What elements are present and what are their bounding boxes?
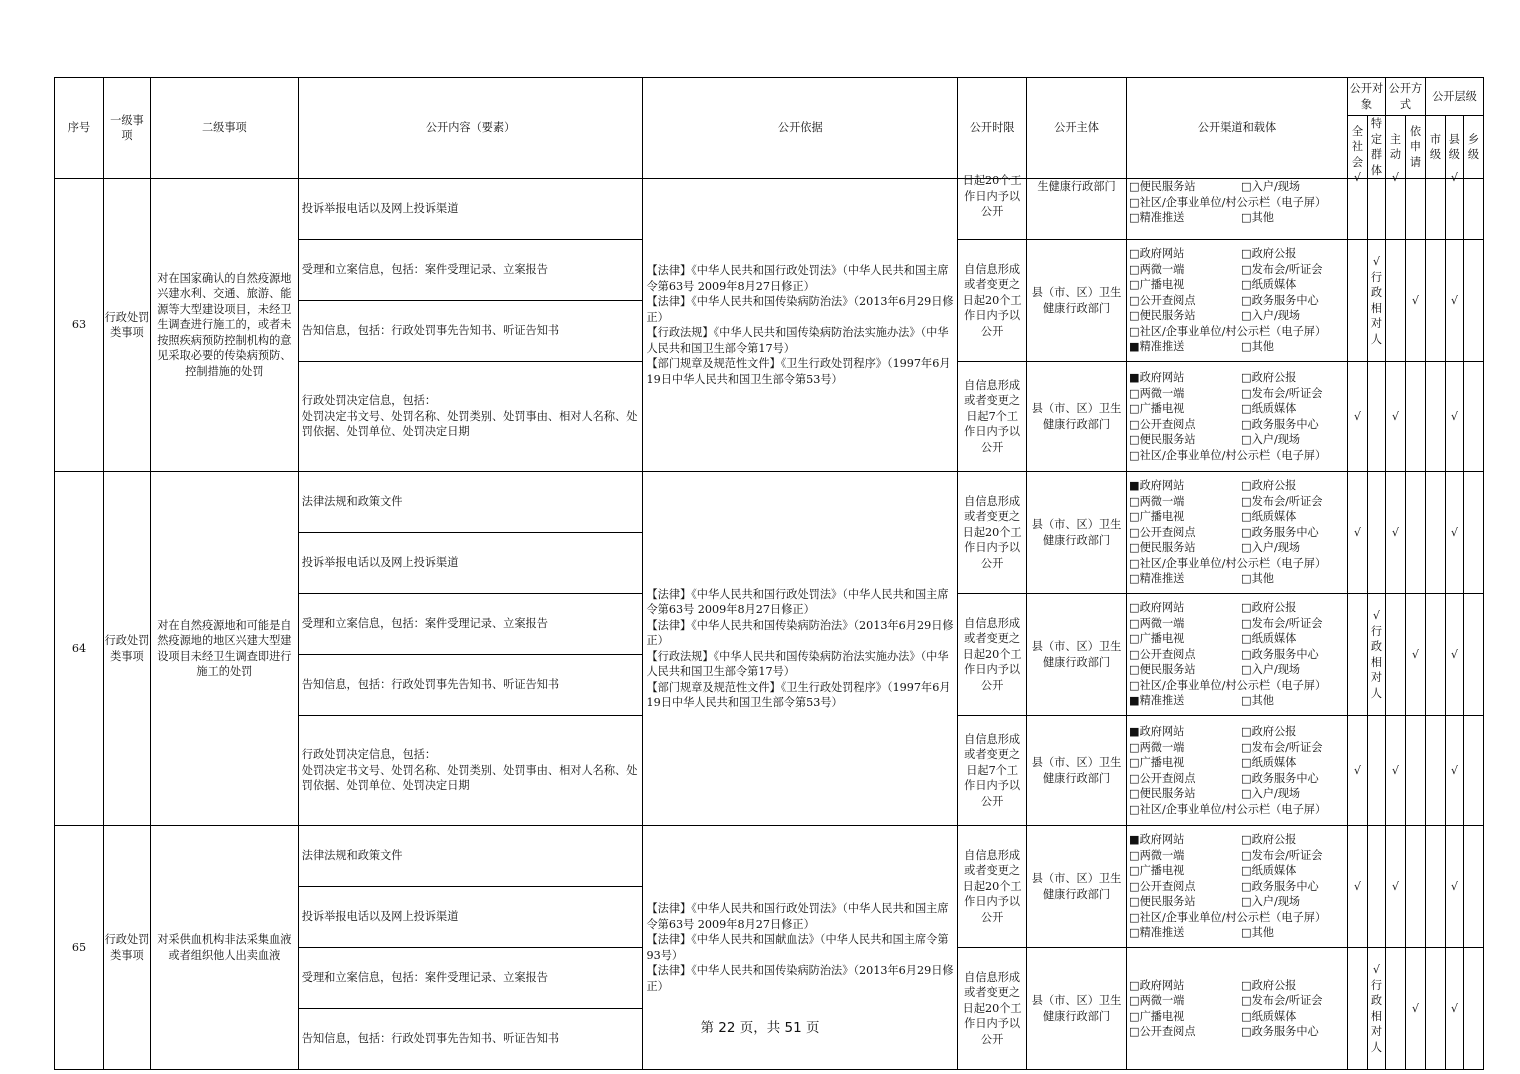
empty-cell (1463, 362, 1483, 472)
time-limit: 自信息形成或者变更之日起7个工作日内予以公开 (958, 716, 1027, 826)
channel-community: □社区/企事业单位/村公示栏（电子屏） (1129, 195, 1327, 209)
channel-two-micro: □两微一端 (1129, 616, 1185, 630)
time-limit: 自信息形成或者变更之日起7个工作日内予以公开 (958, 362, 1027, 472)
channel-gazette: □政府公报 (1241, 833, 1297, 847)
table-row (55, 472, 1484, 533)
channel-community: □社区/企事业单位/村公示栏（电子屏） (1129, 678, 1327, 692)
time-limit (958, 174, 1027, 240)
content-laws: 法律法规和政策文件 (298, 826, 643, 887)
channel-gov-site: ■政府网站 (1129, 371, 1185, 384)
item-no: 65 (55, 826, 104, 1070)
empty-cell (1463, 594, 1483, 716)
channel-gazette: □政府公报 (1241, 247, 1297, 261)
check-proactive: √ (1385, 826, 1405, 948)
channel-gov-site: □政府网站 (1129, 601, 1185, 615)
subject: 县（市、区）卫生健康行政部门 (1027, 472, 1127, 594)
channel-other: □其他 (1241, 926, 1274, 940)
header-object: 公开对象 (1347, 78, 1385, 116)
channel-press: □发布会/听证会 (1241, 994, 1323, 1007)
channel-cell (1127, 716, 1348, 826)
empty-cell (1463, 240, 1483, 362)
check-on-request: √ (1405, 948, 1425, 1070)
channel-list (1129, 179, 1345, 226)
empty-cell (1425, 362, 1445, 472)
item-no: 63 (55, 179, 104, 472)
channel-cell (1127, 472, 1348, 594)
header-method: 公开方式 (1385, 78, 1425, 116)
channel-reading: □公开查阅点 (1129, 1025, 1196, 1038)
channel-press: □发布会/听证会 (1241, 740, 1323, 754)
channel-convenience: □便民服务站 (1129, 433, 1196, 446)
channel-two-micro: □两微一端 (1129, 994, 1185, 1007)
header-tier: 公开层级 (1425, 78, 1483, 116)
content-notice: 告知信息，包括：行政处罚事先告知书、听证告知书 (298, 655, 643, 716)
channel-gazette: □政府公报 (1241, 601, 1297, 615)
channel-reading: □公开查阅点 (1129, 525, 1196, 539)
header-on-request: 依申请 (1405, 116, 1425, 179)
time-limit: 自信息形成或者变更之日起20个工作日内予以公开 (958, 594, 1027, 716)
time-limit: 自信息形成或者变更之日起20个工作日内予以公开 (958, 948, 1027, 1070)
channel-other: □其他 (1241, 211, 1274, 224)
item-basis: 【法律】《中华人民共和国行政处罚法》（中华人民共和国主席令第63号 2009年8月27日修正） 【法律】《中华人民共和国献血法》（中华人民共和国主席令第93号） 【法律】《中华人民共和国传染病防治法》（2013年6月29日修正） (643, 826, 958, 1070)
check-whole-society: √ (1347, 716, 1367, 826)
channel-paper: □纸质媒体 (1241, 756, 1297, 769)
channel-two-micro: □两微一端 (1129, 848, 1185, 862)
channel-cell (1127, 240, 1348, 362)
content-decision: 行政处罚决定信息，包括： 处罚决定书文号、处罚名称、处罚类别、处罚事由、相对人名称、处罚依据、处罚单位、处罚决定日期 (298, 362, 643, 472)
channel-service-center: □政务服务中心 (1241, 525, 1319, 539)
header-subject: 公开主体 (1027, 78, 1127, 179)
channel-convenience: □便民服务站 (1129, 895, 1196, 909)
disclosure-table (54, 77, 1484, 1070)
check-proactive: √ (1385, 179, 1405, 240)
empty-cell (1425, 716, 1445, 826)
empty-cell (1347, 594, 1367, 716)
channel-list (1129, 832, 1345, 941)
empty-cell (1405, 179, 1425, 240)
empty-cell (1425, 594, 1445, 716)
header-content: 公开内容（要素） (298, 78, 643, 179)
check-county: √ (1445, 716, 1463, 826)
content-complaint: 投诉举报电话以及网上投诉渠道 (298, 887, 643, 948)
channel-paper: □纸质媒体 (1241, 632, 1297, 646)
empty-cell (1425, 472, 1445, 594)
channel-list (1129, 724, 1345, 817)
check-proactive: √ (1385, 472, 1405, 594)
channel-press: □发布会/听证会 (1241, 386, 1323, 400)
header-proactive: 主动 (1385, 116, 1405, 179)
channel-gazette: □政府公报 (1241, 725, 1297, 738)
header-specific-group: 特定群体 (1367, 116, 1385, 179)
content-case: 受理和立案信息，包括：案件受理记录、立案报告 (298, 948, 643, 1009)
subject: 生健康行政部门 (1027, 179, 1127, 240)
channel-paper: □纸质媒体 (1241, 278, 1297, 292)
content-case: 受理和立案信息，包括：案件受理记录、立案报告 (298, 240, 643, 301)
check-specific-group: √行政相对人 (1367, 948, 1385, 1070)
channel-list (1129, 478, 1345, 587)
channel-two-micro: □两微一端 (1129, 386, 1185, 400)
channel-community: □社区/企事业单位/村公示栏（电子屏） (1129, 910, 1327, 924)
content-laws: 法律法规和政策文件 (298, 472, 643, 533)
header-row-top (55, 78, 1484, 116)
check-specific-group: √行政相对人 (1367, 594, 1385, 716)
channel-door: □入户/现场 (1241, 433, 1301, 446)
time-limit: 自信息形成或者变更之日起20个工作日内予以公开 (958, 472, 1027, 594)
empty-cell (1425, 179, 1445, 240)
header-county: 县级 (1445, 116, 1463, 179)
channel-door: □入户/现场 (1241, 895, 1301, 909)
channel-press: □发布会/听证会 (1241, 848, 1323, 862)
empty-cell (1405, 362, 1425, 472)
channel-service-center: □政务服务中心 (1241, 417, 1319, 431)
item-category: 行政处罚类事项 (103, 826, 150, 1070)
content-decision: 行政处罚决定信息，包括： 处罚决定书文号、处罚名称、处罚类别、处罚事由、相对人名称、处罚依据、处罚单位、处罚决定日期 (298, 716, 643, 826)
channel-reading: □公开查阅点 (1129, 879, 1196, 893)
empty-cell (1385, 240, 1405, 362)
channel-cell (1127, 826, 1348, 948)
channel-door: □入户/现场 (1241, 180, 1301, 193)
channel-gov-site: ■政府网站 (1129, 479, 1185, 493)
channel-cell (1127, 362, 1348, 472)
check-county: √ (1445, 594, 1463, 716)
channel-press: □发布会/听证会 (1241, 616, 1323, 630)
check-whole-society: √ (1347, 826, 1367, 948)
header-seq: 序号 (55, 78, 104, 179)
channel-gazette: □政府公报 (1241, 978, 1297, 992)
check-county: √ (1445, 472, 1463, 594)
channel-list (1129, 370, 1345, 463)
channel-other: □其他 (1241, 694, 1274, 708)
subject: 县（市、区）卫生健康行政部门 (1027, 948, 1127, 1070)
channel-two-micro: □两微一端 (1129, 262, 1185, 276)
time-limit-text: 日起20个工作日内予以公开 (962, 174, 1022, 218)
empty-cell (1385, 948, 1405, 1070)
channel-two-micro: □两微一端 (1129, 740, 1185, 754)
channel-radio-tv: □广播电视 (1129, 402, 1185, 415)
channel-door: □入户/现场 (1241, 663, 1301, 677)
channel-precise: □精准推送 (1129, 572, 1185, 586)
check-specific-group: √行政相对人 (1367, 240, 1385, 362)
channel-convenience: □便民服务站 (1129, 180, 1196, 193)
empty-cell (1463, 179, 1483, 240)
header-timelimit: 公开时限 (958, 78, 1027, 179)
channel-paper: □纸质媒体 (1241, 1009, 1297, 1023)
channel-list (1129, 246, 1345, 355)
channel-precise: ■精准推送 (1129, 340, 1185, 354)
channel-convenience: □便民服务站 (1129, 663, 1196, 677)
channel-community: □社区/企事业单位/村公示栏（电子屏） (1129, 556, 1327, 570)
channel-radio-tv: □广播电视 (1129, 864, 1185, 878)
item-name: 对在国家确认的自然疫源地兴建水利、交通、旅游、能源等大型建设项目，未经卫生调查进行施工的，或者未按照疾病预防控制机构的意见采取必要的传染病预防、控制措施的处罚 (150, 179, 298, 472)
channel-community: □社区/企事业单位/村公示栏（电子屏） (1129, 448, 1327, 462)
subject: 县（市、区）卫生健康行政部门 (1027, 716, 1127, 826)
subject: 县（市、区）卫生健康行政部门 (1027, 826, 1127, 948)
channel-other: □其他 (1241, 340, 1274, 354)
channel-precise: □精准推送 (1129, 926, 1185, 940)
header-channel: 公开渠道和载体 (1127, 78, 1348, 179)
content-complaint: 投诉举报电话以及网上投诉渠道 (298, 533, 643, 594)
empty-cell (1347, 240, 1367, 362)
empty-cell (1425, 240, 1445, 362)
channel-gazette: □政府公报 (1241, 479, 1297, 493)
item-category: 行政处罚类事项 (103, 179, 150, 472)
channel-precise: ■精准推送 (1129, 694, 1185, 708)
empty-cell (1347, 948, 1367, 1070)
item-no: 64 (55, 472, 104, 826)
subject: 县（市、区）卫生健康行政部门 (1027, 362, 1127, 472)
channel-service-center: □政务服务中心 (1241, 771, 1319, 785)
channel-gov-site: □政府网站 (1129, 247, 1185, 261)
empty-cell (1463, 948, 1483, 1070)
header-city: 市级 (1425, 116, 1445, 179)
header-level1: 一级事项 (103, 78, 150, 179)
empty-cell (1463, 716, 1483, 826)
channel-radio-tv: □广播电视 (1129, 510, 1185, 524)
channel-cell (1127, 179, 1348, 240)
empty-cell (1425, 948, 1445, 1070)
check-county: √ (1445, 362, 1463, 472)
channel-press: □发布会/听证会 (1241, 494, 1323, 508)
content-notice: 告知信息，包括：行政处罚事先告知书、听证告知书 (298, 301, 643, 362)
channel-reading: □公开查阅点 (1129, 417, 1196, 431)
empty-cell (1405, 472, 1425, 594)
time-limit: 自信息形成或者变更之日起20个工作日内予以公开 (958, 826, 1027, 948)
channel-reading: □公开查阅点 (1129, 647, 1196, 661)
empty-cell (1367, 472, 1385, 594)
channel-press: □发布会/听证会 (1241, 262, 1323, 276)
check-proactive: √ (1385, 362, 1405, 472)
channel-service-center: □政务服务中心 (1241, 647, 1319, 661)
content-complaint: 投诉举报电话以及网上投诉渠道 (298, 179, 643, 240)
empty-cell (1463, 472, 1483, 594)
channel-convenience: □便民服务站 (1129, 541, 1196, 555)
header-township: 乡级 (1463, 116, 1483, 179)
channel-two-micro: □两微一端 (1129, 494, 1185, 508)
item-category: 行政处罚类事项 (103, 472, 150, 826)
channel-cell (1127, 594, 1348, 716)
channel-other: □其他 (1241, 572, 1274, 586)
channel-radio-tv: □广播电视 (1129, 756, 1185, 769)
channel-community: □社区/企事业单位/村公示栏（电子屏） (1129, 802, 1327, 816)
channel-radio-tv: □广播电视 (1129, 278, 1185, 292)
empty-cell (1367, 362, 1385, 472)
header-whole-society: 全社会 (1347, 116, 1367, 179)
check-county: √ (1445, 240, 1463, 362)
channel-convenience: □便民服务站 (1129, 309, 1196, 323)
channel-gov-site: ■政府网站 (1129, 833, 1185, 847)
channel-paper: □纸质媒体 (1241, 864, 1297, 878)
subject: 县（市、区）卫生健康行政部门 (1027, 594, 1127, 716)
channel-precise: □精准推送 (1129, 211, 1185, 224)
channel-paper: □纸质媒体 (1241, 402, 1297, 415)
empty-cell (1425, 826, 1445, 948)
table-row (55, 179, 1484, 240)
empty-cell (1405, 826, 1425, 948)
item-name: 对在自然疫源地和可能是自然疫源地的地区兴建大型建设项目未经卫生调查即进行施工的处罚 (150, 472, 298, 826)
check-whole-society: √ (1347, 179, 1367, 240)
table-row (55, 826, 1484, 887)
check-on-request: √ (1405, 240, 1425, 362)
channel-service-center: □政务服务中心 (1241, 293, 1319, 307)
channel-convenience: □便民服务站 (1129, 787, 1196, 800)
channel-service-center: □政务服务中心 (1241, 879, 1319, 893)
subject: 县（市、区）卫生健康行政部门 (1027, 240, 1127, 362)
check-whole-society: √ (1347, 362, 1367, 472)
check-on-request: √ (1405, 594, 1425, 716)
channel-list (1129, 600, 1345, 709)
header-level2: 二级事项 (150, 78, 298, 179)
channel-door: □入户/现场 (1241, 309, 1301, 323)
item-basis: 【法律】《中华人民共和国行政处罚法》（中华人民共和国主席令第63号 2009年8月27日修正） 【法律】《中华人民共和国传染病防治法》（2013年6月29日修正） 【行政法规】《中华人民共和国传染病防治法实施办法》（中华人民共和国卫生部令第17号） 【部门规章及规范性文件】《卫生行政处罚程序》（1997年6月19日中华人民共和国卫生部令第53号） (643, 472, 958, 826)
empty-cell (1367, 826, 1385, 948)
channel-radio-tv: □广播电视 (1129, 1009, 1185, 1023)
channel-cell (1127, 948, 1348, 1070)
channel-door: □入户/现场 (1241, 787, 1301, 800)
item-basis: 【法律】《中华人民共和国行政处罚法》（中华人民共和国主席令第63号 2009年8月27日修正） 【法律】《中华人民共和国传染病防治法》（2013年6月29日修正） 【行政法规】《中华人民共和国传染病防治法实施办法》（中华人民共和国卫生部令第17号） 【部门规章及规范性文件】《卫生行政处罚程序》（1997年6月19日中华人民共和国卫生部令第53号） (643, 179, 958, 472)
check-county: √ (1445, 179, 1463, 240)
empty-cell (1463, 826, 1483, 948)
page-footer: 第 22 页，共 51 页 (700, 1020, 820, 1036)
header-basis: 公开依据 (643, 78, 958, 179)
content-notice: 告知信息，包括：行政处罚事先告知书、听证告知书 (298, 1009, 643, 1070)
channel-paper: □纸质媒体 (1241, 510, 1297, 524)
time-limit: 自信息形成或者变更之日起20个工作日内予以公开 (958, 240, 1027, 362)
channel-reading: □公开查阅点 (1129, 771, 1196, 785)
channel-gazette: □政府公报 (1241, 371, 1297, 384)
channel-reading: □公开查阅点 (1129, 293, 1196, 307)
empty-cell (1367, 179, 1385, 240)
empty-cell (1405, 716, 1425, 826)
check-county: √ (1445, 948, 1463, 1070)
content-case: 受理和立案信息，包括：案件受理记录、立案报告 (298, 594, 643, 655)
check-county: √ (1445, 826, 1463, 948)
item-name: 对采供血机构非法采集血液或者组织他人出卖血液 (150, 826, 298, 1070)
channel-gov-site: ■政府网站 (1129, 725, 1185, 738)
empty-cell (1385, 594, 1405, 716)
channel-gov-site: □政府网站 (1129, 978, 1185, 992)
channel-door: □入户/现场 (1241, 541, 1301, 555)
check-proactive: √ (1385, 716, 1405, 826)
channel-service-center: □政务服务中心 (1241, 1025, 1319, 1038)
empty-cell (1367, 716, 1385, 826)
channel-community: □社区/企事业单位/村公示栏（电子屏） (1129, 324, 1327, 338)
channel-radio-tv: □广播电视 (1129, 632, 1185, 646)
check-whole-society: √ (1347, 472, 1367, 594)
